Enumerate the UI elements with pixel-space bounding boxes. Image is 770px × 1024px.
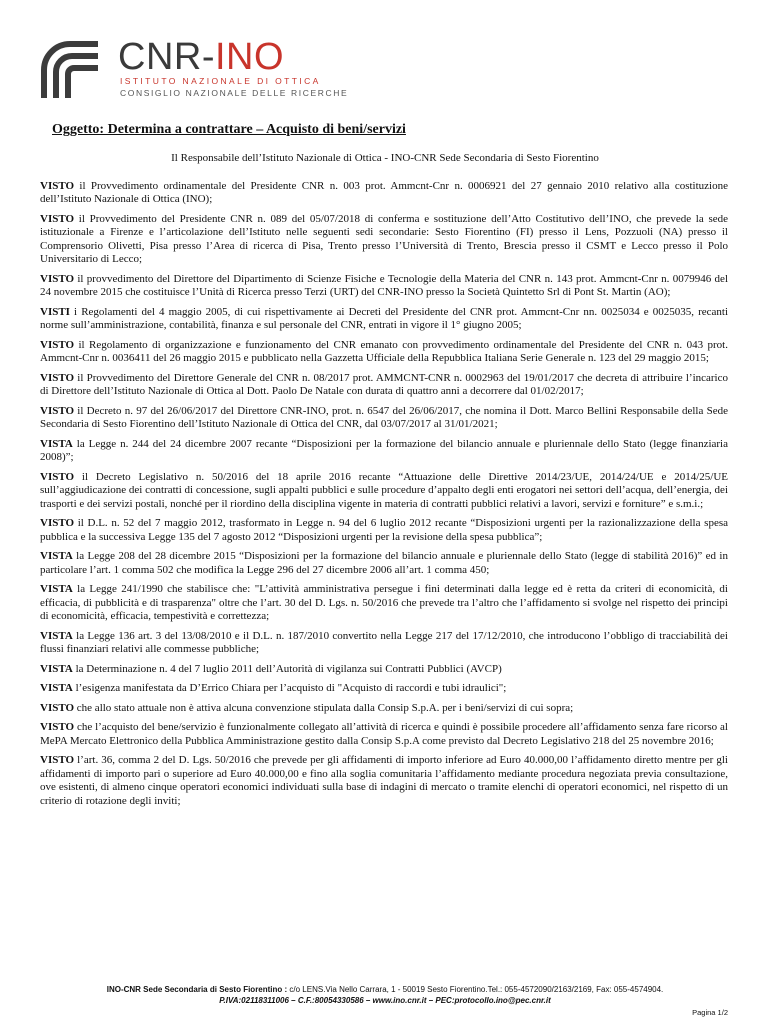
paragraph-text: l’art. 36, comma 2 del D. Lgs. 50/2016 che prevede per gli affidamenti di importo inferiore ad Euro 40.000,00 l’affidamento diretto mentre per gli affidamenti di importo pari o superiore ad Euro 40.000,00 e fino alla soglia comunitaria l’affidamento mediante procedura negoziata previa consultazione, ove esistenti, di almeno cinque operatori economici individuati sulla base di indagini di mercato o tramite elenchi di operatori economici, nel rispetto di un criterio di rotazione degli inviti; bbox=[40, 754, 728, 807]
body-paragraph bbox=[40, 682, 728, 695]
paragraph-lead: VISTO bbox=[40, 517, 75, 530]
paragraph-text: il Decreto Legislativo n. 50/2016 del 18 aprile 2016 recante “Attuazione delle Direttive 2014/23/UE, 2014/24/UE e 2014/25/UE sull’aggiudicazione dei contratti di concessione, sugli appalti pubblici e sulle procedure d’appalto degli enti erogatori nei settori dell’acqua, dell’energia, dei trasporti e dei servizi postali, nonché per il riordino della disciplina vigente in materia di contratti pubblici relativi a lavori, servizi e forniture” e s.m.i.; bbox=[40, 470, 728, 510]
paragraph-lead: VISTA bbox=[40, 682, 73, 695]
paragraph-text: il Provvedimento del Presidente CNR n. 089 del 05/07/2018 di conferma e sostituzione dell’Atto Costitutivo dell’INO, che prevede la sede istituzionale a Firenze e l’articolazione dell’Istituto nelle seguenti sedi secondarie: Sesto Fiorentino (FI) presso il Lens, Pozzuoli (NA) presso il Comprensorio Olivetti, Pisa presso l’Area di ricerca di Pisa, Trento presso l’Università di Trento, Brescia presso il CSMT e Lecco presso il Polo Universitario di Lecco; bbox=[40, 213, 728, 266]
paragraph-text: il Regolamento di organizzazione e funzionamento del CNR emanato con provvedimento ordinamentale del Presidente del CNR n. 043 prot. Ammcnt-Cnr n. 0036411 del 26 maggio 2015 e pubblicato nella Gazzetta Ufficiale della Repubblica Italiana Serie Generale n. 123 del 29 maggio 2015; bbox=[40, 338, 728, 365]
footer-fiscal-info: P.IVA:02118311006 – C.F.:80054330586 – www.ino.cnr.it – PEC:protocollo.ino@pec.cnr.it bbox=[219, 996, 551, 1005]
paragraph-lead: VISTA bbox=[40, 629, 73, 642]
body-paragraph bbox=[40, 471, 728, 511]
paragraph-lead: VISTA bbox=[40, 550, 73, 563]
paragraph-lead: VISTO bbox=[40, 272, 75, 285]
body-paragraph bbox=[40, 583, 728, 623]
paragraph-lead: VISTO bbox=[40, 470, 75, 483]
paragraph-lead: VISTO bbox=[40, 721, 75, 734]
paragraph-text: che allo stato attuale non è attiva alcuna convenzione stipulata dalla Consip S.p.A. per i beni/servizi di cui sopra; bbox=[74, 701, 574, 714]
page-footer bbox=[0, 984, 770, 1006]
paragraph-text: la Legge 241/1990 che stabilisce che: "L’attività amministrativa persegue i fini determinati dalla legge ed è retta da criteri di economicità, di efficacia, di pubblicità e di trasparenza" oltre che l’art. 30 del D. Lgs. n. 50/2016 che prevede tra l’altro che l’affidamento si svolge nel rispetto dei principi di economicità, efficacia, tempestività e correttezza; bbox=[40, 583, 728, 623]
body-paragraph bbox=[40, 550, 728, 577]
body-paragraph bbox=[40, 754, 728, 808]
paragraph-text: l’esigenza manifestata da D’Errico Chiara per l’acquisto di "Acquisto di raccordi e tubi idraulici"; bbox=[72, 682, 507, 695]
paragraph-text: il D.L. n. 52 del 7 maggio 2012, trasformato in Legge n. 94 del 6 luglio 2012 recante “Disposizioni urgenti per la razionalizzazione della spesa pubblica e la successiva Legge 135 del 7 agosto 2012 “Disposizioni urgenti per la revisione della spesa pubblica”; bbox=[40, 517, 728, 543]
body-paragraph bbox=[40, 438, 728, 465]
paragraph-lead: VISTO bbox=[40, 701, 75, 714]
body-paragraph bbox=[40, 180, 728, 207]
paragraph-text: il Provvedimento del Direttore Generale del CNR n. 08/2017 prot. AMMCNT-CNR n. 0002963 del 19/01/2017 che decreta di attribuire l’incarico di Direttore dell’Istituto Nazionale di Ottica al Dott. Paolo De Natale con durata di quattro anni a decorrere dal 01/02/2017; bbox=[40, 371, 728, 398]
body-paragraph bbox=[40, 721, 728, 748]
paragraph-text: la Legge n. 244 del 24 dicembre 2007 recante “Disposizioni per la formazione del bilancio annuale e pluriennale dello Stato (legge finanziaria 2008)”; bbox=[40, 437, 728, 464]
paragraph-text: il provvedimento del Direttore del Dipartimento di Scienze Fisiche e Tecnologie della Materia del CNR n. 143 prot. Ammcnt-Cnr n. 0079946 del 24 novembre 2015 che costituisce l’Unità di Ricerca presso Terzi (URT) del CNR-INO presso la Società Quintetto Srl di Pont St. Martin (AO); bbox=[40, 272, 728, 299]
document-intro: Il Responsabile dell’Istituto Nazionale di Ottica - INO-CNR Sede Secondaria di Sesto Fiorentino bbox=[171, 152, 599, 164]
body-paragraph bbox=[40, 372, 728, 399]
body-paragraph bbox=[40, 702, 728, 715]
paragraph-lead: VISTO bbox=[40, 754, 75, 767]
cnr-ino-logo bbox=[36, 36, 349, 116]
document-subject: Oggetto: Determina a contrattare – Acquisto di beni/servizi bbox=[52, 122, 406, 137]
body-paragraph bbox=[40, 630, 728, 657]
paragraph-text: la Legge 136 art. 3 del 13/08/2010 e il D.L. n. 187/2010 convertito nella Legge 217 del 17/12/2010, che introducono l’obbligo di tracciabilità dei flussi finanziari relativi alle commesse pubbliche; bbox=[40, 629, 728, 656]
body-paragraph bbox=[40, 306, 728, 333]
logo-wordmark: CNR-INO bbox=[118, 36, 285, 78]
paragraph-text: la Legge 208 del 28 dicembre 2015 “Disposizioni per la formazione del bilancio annuale e pluriennale dello Stato (legge di stabilità 2016)” ed in particolare l’art. 1 comma 502 che modifica la Legge 296 del 27 dicembre 2006 all’art. 1 comma 450; bbox=[40, 550, 728, 576]
body-paragraph bbox=[40, 339, 728, 366]
paragraph-lead: VISTO bbox=[40, 371, 75, 384]
paragraph-lead: VISTA bbox=[40, 662, 73, 675]
footer-address: INO-CNR Sede Secondaria di Sesto Fiorentino : c/o LENS.Via Nello Carrara, 1 - 50019 Sesto Fiorentino.Tel.: 055-4572090/2163/2169, Fax: 055-4574904. bbox=[106, 985, 664, 994]
paragraph-text: il Provvedimento ordinamentale del Presidente CNR n. 003 prot. Ammcnt-Cnr n. 0006921 del 27 gennaio 2010 relativo alla costituzione dell’Istituto Nazionale di Ottica (INO); bbox=[40, 180, 728, 206]
body-paragraph bbox=[40, 405, 728, 432]
paragraph-text: la Determinazione n. 4 del 7 luglio 2011 dell’Autorità di vigilanza sui Contratti Pubblici (AVCP) bbox=[72, 662, 502, 675]
paragraph-text: il Decreto n. 97 del 26/06/2017 del Direttore CNR-INO, prot. n. 6547 del 26/06/2017, che nomina il Dott. Marco Bellini Responsabile della Sede Secondaria di Sesto Fiorentino dell’Istituto Nazionale di Ottica del CNR, dal 03/07/2017 al 31/01/2021; bbox=[40, 404, 728, 431]
body-paragraph bbox=[40, 213, 728, 267]
paragraph-lead: VISTO bbox=[40, 338, 75, 351]
paragraph-lead: VISTI bbox=[40, 305, 70, 318]
paragraph-lead: VISTO bbox=[40, 213, 75, 225]
cnr-arcs-icon bbox=[36, 36, 106, 106]
body-paragraph bbox=[40, 517, 728, 544]
paragraph-text: che l’acquisto del bene/servizio è funzionalmente collegato all’attività di ricerca e quindi è possibile procedere all’affidamento senza fare ricorso al MePA Mercato Elettronico della Pubblica Amministrazione gestito dalla Consip S.p.A come previsto dal Decreto Legislativo 218 del 25 novembre 2016; bbox=[40, 721, 728, 747]
paragraph-lead: VISTO bbox=[40, 180, 75, 192]
logo-subtitle-council: CONSIGLIO NAZIONALE DELLE RICERCHE bbox=[120, 88, 349, 98]
body-paragraph bbox=[40, 663, 728, 676]
logo-subtitle-institute: ISTITUTO NAZIONALE DI OTTICA bbox=[120, 76, 321, 86]
document-body bbox=[40, 180, 728, 814]
body-paragraph bbox=[40, 273, 728, 300]
paragraph-lead: VISTA bbox=[40, 437, 73, 450]
page-number: Pagina 1/2 bbox=[692, 1008, 728, 1017]
paragraph-lead: VISTA bbox=[40, 583, 73, 596]
paragraph-text: i Regolamenti del 4 maggio 2005, di cui rispettivamente ai Decreti del Presidente del CNR prot. Ammcnt-Cnr nn. 0025034 e 0025035, recanti norme sull’amministrazione, contabilità, finanza e sul personale del CNR, entrati in vigore il 1° giugno 2005; bbox=[40, 305, 728, 332]
paragraph-lead: VISTO bbox=[40, 404, 75, 417]
